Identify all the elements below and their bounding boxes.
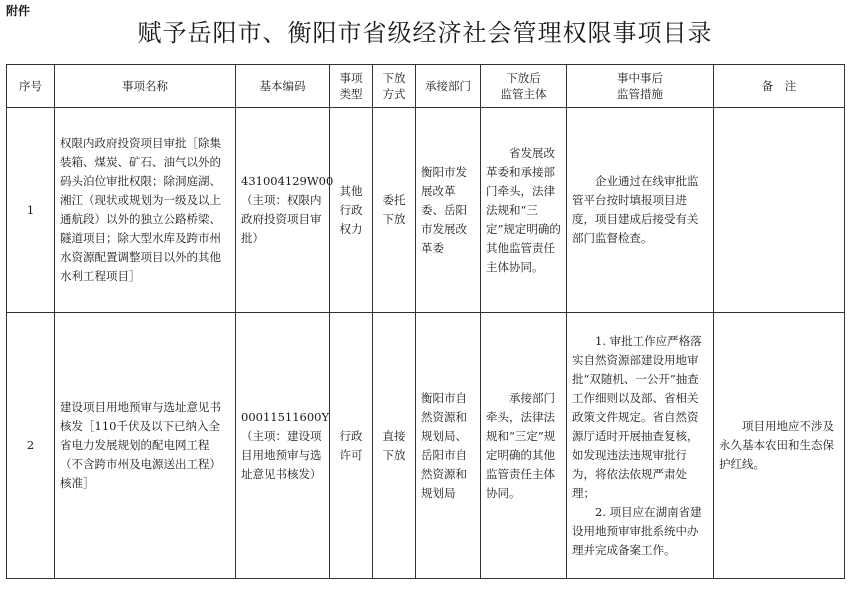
cell-item-type: 行政许可 bbox=[330, 313, 373, 579]
authority-list-table bbox=[6, 64, 845, 579]
cell-measures: 企业通过在线审批监管平台按时填报项目进度，项目建成后接受有关部门监督检查。 bbox=[567, 108, 714, 313]
cell-remark: 项目用地应不涉及永久基本农田和生态保护红线。 bbox=[714, 313, 845, 579]
cell-supervisor: 承接部门牵头，法律法规和“三定”规定明确的其他监管责任主体协同。 bbox=[481, 313, 567, 579]
cell-seq: 2 bbox=[7, 313, 55, 579]
cell-item-name: 权限内政府投资项目审批［除集装箱、煤炭、矿石、油气以外的码头泊位审批权限；除洞庭湖、湘江（现状或规划为一级及以上通航段）以外的独立公路桥梁、隧道项目；除大型水库及跨市州水资源配置调整项目以外的其他水利工程项目］ bbox=[55, 108, 236, 313]
attachment-label: 附件 bbox=[6, 4, 31, 18]
header-item-name: 事项名称 bbox=[55, 65, 236, 108]
cell-measures: 1. 审批工作应严格落实自然资源部建设用地审批“双随机、一公开”抽查工作细则以及部、省相关政策文件规定。省自然资源厅适时开展抽查复核，如发现违法违规审批行为，将依法依规严肃处理； 2. 项目应在湖南省建设用地预审审批系统中办理并完成备案工作。 bbox=[567, 313, 714, 579]
cell-basic-code: 00011511600Y（主项：建设项目用地预审与选址意见书核发） bbox=[236, 313, 330, 579]
cell-item-type: 其他行政权力 bbox=[330, 108, 373, 313]
cell-receiving-dept: 衡阳市自然资源和规划局、岳阳市自然资源和规划局 bbox=[416, 313, 481, 579]
cell-delegation-mode: 委托下放 bbox=[373, 108, 416, 313]
cell-supervisor: 省发展改革委和承接部门牵头，法律法规和“三定”规定明确的其他监管责任主体协同。 bbox=[481, 108, 567, 313]
table-row bbox=[7, 313, 845, 579]
table-row bbox=[7, 108, 845, 313]
header-delegation-mode: 下放 方式 bbox=[373, 65, 416, 108]
cell-delegation-mode: 直接下放 bbox=[373, 313, 416, 579]
header-remark: 备 注 bbox=[714, 65, 845, 108]
header-basic-code: 基本编码 bbox=[236, 65, 330, 108]
cell-seq: 1 bbox=[7, 108, 55, 313]
table-header-row bbox=[7, 65, 845, 108]
cell-basic-code: 431004129W00（主项：权限内政府投资项目审批） bbox=[236, 108, 330, 313]
header-receiving-dept: 承接部门 bbox=[416, 65, 481, 108]
document-title: 赋予岳阳市、衡阳市省级经济社会管理权限事项目录 bbox=[137, 19, 713, 47]
cell-receiving-dept: 衡阳市发展改革委、岳阳市发展改革委 bbox=[416, 108, 481, 313]
header-measures: 事中事后 监管措施 bbox=[567, 65, 714, 108]
header-supervisor: 下放后 监管主体 bbox=[481, 65, 567, 108]
header-item-type: 事项 类型 bbox=[330, 65, 373, 108]
cell-remark bbox=[714, 108, 845, 313]
cell-item-name: 建设项目用地预审与选址意见书核发［110千伏及以下已纳入全省电力发展规划的配电网工程（不含跨市州及电源送出工程）核准］ bbox=[55, 313, 236, 579]
header-seq: 序号 bbox=[7, 65, 55, 108]
